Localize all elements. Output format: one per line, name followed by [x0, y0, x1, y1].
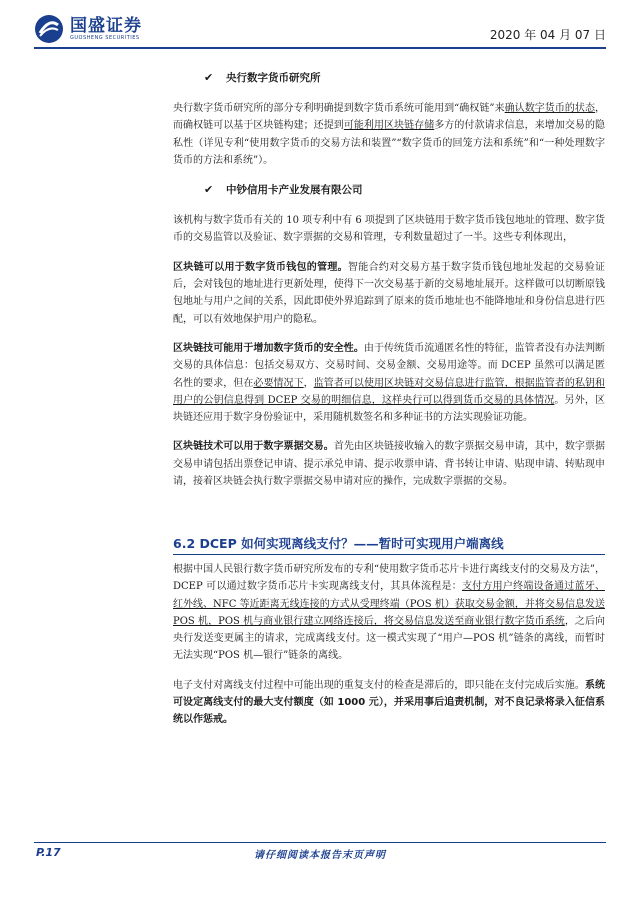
header-divider — [34, 47, 606, 49]
paragraph-cbpm-patents: 该机构与数字货币有关的 10 项专利中有 6 项提到了区块链用于数字货币钱包地址的管理、数字货币的交易监管以及验证、数字票据的交易和管理，专利数量超过了一半。这些专利体现出， — [173, 215, 605, 244]
main-content — [173, 68, 605, 490]
footer-disclaimer: 请仔细阅读本报告末页声明 — [254, 850, 386, 861]
brand-logo-icon — [34, 14, 64, 44]
paragraph-offline-process: 根据中国人民银行数字货币研究所发布的专利“使用数字货币芯片卡进行离线支付的交易及方法”，DCEP 可以通过数字货币芯片卡实现离线支付，其具体流程是：支付方用户终端设备通过蓝牙、红外线、NFC 等近距离无线连接的方式从受理终端（POS 机）获取交易金额，并将交易信息发送 POS 机，POS 机与商业银行建立网络连接后，将交易信息发送至商业银行数字货币系统，之后向央行发送变更属主的请求，完成离线支付。这一模式实现了“用户—POS 机”链条的离线，而暂时无法实现“POS 机—银行”链条的离线。 — [173, 564, 606, 662]
brand-logo — [34, 14, 142, 44]
report-date: 2020 年 04 月 07 日 — [489, 28, 606, 42]
paragraph-pboc-patents: 央行数字货币研究所的部分专利明确提到数字货币系统可能用到“确权链”来确认数字货币的状态，而确权链可以基于区块链构建；还提到可能利用区块链存储多方的付款请求信息，来增加交易的隐私性（详见专利“使用数字货币的交易方法和装置”“数字货币的回笼方法和系统”和“一种处理数字货币的方法和系统”）。 — [173, 103, 606, 166]
section-content — [173, 561, 605, 729]
bullet-cbpm-card — [173, 180, 605, 198]
page-number: P.17 — [36, 846, 61, 859]
paragraph-security: 区块链技可能用于增加数字货币的安全性。由于传统货币流通匿名性的特征，监管者没有办法判断交易的具体信息：包括交易双方、交易时间、交易金额、交易用途等。而 DCEP 虽然可以满足匿名性的要求，但在必要情况下，监管者可以使用区块链对交易信息进行监管，根据监管者的私钥和用户的公钥信息得到 DCEP 交易的明细信息，这样央行可以得到货币交易的具体情况。另外，区块链还应用于数字身份验证中，采用随机数签名和多种证书的方法实现验证功能。 — [173, 342, 606, 424]
checkmark-icon: ✔ — [204, 182, 214, 196]
paragraph-offline-limit: 电子支付对离线支付过程中可能出现的重复支付的检查是滞后的，即只能在支付完成后实施。系统可设定离线支付的最大支付额度（如 1000 元），并采用事后追责机制，对不良记录将录入征信系统以作惩戒。 — [173, 679, 606, 726]
section-heading: 6.2 DCEP 如何实现离线支付？——暂时可实现用户端离线 — [173, 534, 605, 555]
bullet-title: 央行数字货币研究所 — [226, 71, 321, 84]
bullet-title: 中钞信用卡产业发展有限公司 — [226, 183, 363, 196]
brand-name: 国盛证券 — [70, 16, 142, 36]
page-header — [0, 0, 640, 48]
checkmark-icon: ✔ — [204, 70, 214, 84]
paragraph-wallet-management: 区块链可以用于数字货币钱包的管理。智能合约对交易方基于数字货币钱包地址发起的交易验证后，会对钱包的地址进行更新处理，使得下一次交易基于新的交易地址展开。这样做可以切断原钱包地址与用户之间的关系，因此即使外界追踪到了原来的货币地址也不能降地址和身份信息进行匹配，可以有效地保护用户的隐私。 — [173, 261, 606, 325]
brand-subtitle: GUOSHENG SECURITIES — [70, 35, 140, 41]
paragraph-digital-bills: 区块链技术可以用于数字票据交易。首先由区块链接收输入的数字票据交易申请，其中，数字票据交易申请包括出票登记申请、提示承兑申请、提示收票申请、背书转让申请、贴现申请、转贴现申请，接着区块链会执行数字票据交易申请对应的操作，完成数字票据的交易。 — [173, 441, 606, 488]
bullet-pboc-institute — [173, 68, 605, 86]
footer-divider — [34, 842, 606, 843]
